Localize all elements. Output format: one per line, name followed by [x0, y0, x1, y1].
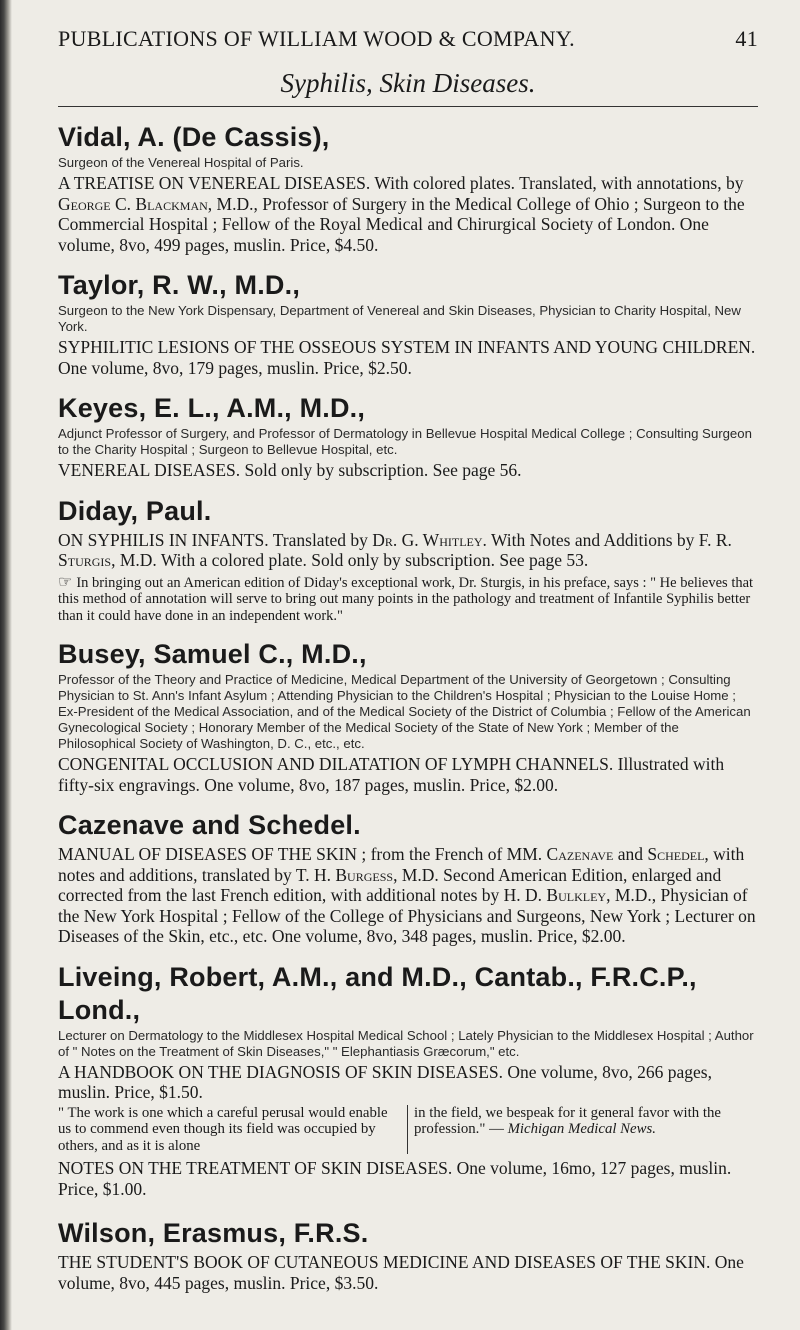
author-name: Cazenave and Schedel.: [58, 810, 361, 840]
author-name: Liveing, Robert, A.M., and M.D., Cantab., F.R.C.P., Lond.,: [58, 961, 697, 1025]
author-name: Busey, Samuel C., M.D.,: [58, 639, 367, 669]
entry-liveing: [58, 961, 758, 1200]
author-description: Professor of the Theory and Practice of Medicine, Medical Department of the University of Georgetown ; Consulting Physician to St. Ann's Infant Asylum ; Attending Physician to the Children's Hospital ; Physician to the Louise Home ; Ex-President of the Medical Association, and of the Medical Society of the District of Columbia ; Fellow of the American Gynecological Society ; Honorary Member of the Medical Society of the State of New York ; Member of the Philosophical Society of Washington, D. C., etc., etc.: [58, 672, 751, 751]
review-quote: [58, 1105, 758, 1155]
book-binding-edge: [0, 0, 12, 1330]
page-number: 41: [735, 26, 758, 51]
entry-cazenave-schedel: [58, 809, 758, 947]
author-name: Vidal, A. (De Cassis),: [58, 122, 330, 152]
pointing-hand-icon: ☞: [58, 573, 73, 591]
author-ref: Schedel: [647, 844, 705, 864]
review-text: in the field, we bespeak for it general favor with the profession." —: [414, 1104, 721, 1137]
author-description: Adjunct Professor of Surgery, and Professor of Dermatology in Bellevue Hospital Medical College ; Consulting Surgeon to the Charity Hospital ; Surgeon to Bellevue Hospital, etc.: [58, 426, 752, 457]
work-text: and: [613, 844, 648, 864]
entry-vidal: [58, 121, 758, 255]
work-title: [58, 173, 758, 255]
running-head: [58, 26, 758, 56]
work-title: [58, 844, 758, 947]
author-description: Surgeon of the Venereal Hospital of Paris.: [58, 155, 304, 170]
author-description: Lecturer on Dermatology to the Middlesex Hospital Medical School ; Lately Physician to the Middlesex Hospital ; Author of " Notes on the Treatment of Skin Diseases," " Elephantiasis Græcorum," etc.: [58, 1027, 754, 1059]
review-source: Michigan Medical News.: [507, 1121, 656, 1137]
author-description: Surgeon to the New York Dispensary, Department of Venereal and Skin Diseases, Physician to Charity Hospital, New York.: [58, 303, 741, 334]
running-title: PUBLICATIONS OF WILLIAM WOOD & COMPANY.: [58, 26, 575, 51]
author-name: Taylor, R. W., M.D.,: [58, 270, 301, 300]
work-text: , M.D., Physician of the New York Hospital ; Fellow of the College of Physicians and Surgeons, New York ; Lecturer on Diseases of the Skin, etc., etc. One volume, 8vo, 348 pages, muslin. Price, $2.00.: [58, 885, 756, 946]
review-right-column: [408, 1105, 758, 1155]
entry-keyes: [58, 392, 758, 481]
annotator-name: Bulkley: [546, 885, 607, 905]
work-title: SYPHILITIC LESIONS OF THE OSSEOUS SYSTEM IN INFANTS AND YOUNG CHILDREN. One volume, 8vo, 179 pages, muslin. Price, $2.50.: [58, 337, 756, 378]
work-title: A HANDBOOK ON THE DIAGNOSIS OF SKIN DISEASES. One volume, 8vo, 266 pages, muslin. Price, $1.50.: [58, 1061, 712, 1102]
publisher-note: [58, 575, 758, 625]
author-ref: Cazenave: [546, 844, 614, 864]
translator-name: Burgess: [335, 864, 394, 885]
work-title: THE STUDENT'S BOOK OF CUTANEOUS MEDICINE AND DISEASES OF THE SKIN. One volume, 8vo, 445 pages, muslin. Price, $3.50.: [58, 1252, 744, 1293]
work-text: . With Notes and Additions by F. R.: [482, 529, 732, 550]
translator-name: Dr. G. Whitley: [372, 529, 483, 550]
page: [58, 26, 758, 1295]
section-rule: [58, 106, 758, 107]
entry-taylor: [58, 269, 758, 378]
translator-name: George C. Blackman: [58, 193, 208, 214]
entry-diday: [58, 495, 758, 625]
work-text: , M.D. Second American Edition, enlarged and corrected from the last French edition, with additional notes by H. D.: [58, 864, 722, 905]
work-title: CONGENITAL OCCLUSION AND DILATATION OF LYMPH CHANNELS. Illustrated with fifty-six engravings. One volume, 8vo, 187 pages, muslin. Price, $2.00.: [58, 754, 725, 795]
work-text: , M.D., Professor of Surgery in the Medical College of Ohio ; Surgeon to the Commercial Hospital ; Fellow of the Royal Medical and Chirurgical Society of London. One volume, 8vo, 499 pages, muslin. Price, $4.50.: [58, 193, 745, 255]
author-name: Wilson, Erasmus, F.R.S.: [58, 1218, 369, 1248]
work-text: ON SYPHILIS IN INFANTS. Translated by: [58, 529, 373, 550]
annotator-name: Sturgis: [58, 550, 112, 570]
section-title: Syphilis, Skin Diseases.: [280, 68, 536, 98]
work-title: VENEREAL DISEASES. Sold only by subscription. See page 56.: [58, 460, 522, 480]
work-text: A TREATISE ON VENEREAL DISEASES. With colored plates. Translated, with annotations, by: [58, 173, 744, 193]
review-left-column: " The work is one which a careful perusal would enable us to commend even though its field was occupied by others, and as it is alone: [58, 1105, 408, 1155]
note-text: In bringing out an American edition of Diday's exceptional work, Dr. Sturgis, in his preface, says : " He believes that this method of annotation will serve to bring out many points in the pathology and treatment of Infantile Syphilis better than it could have done in an independent work.": [58, 574, 754, 624]
work-title: [58, 530, 758, 571]
work-title: NOTES ON THE TREATMENT OF SKIN DISEASES. One volume, 16mo, 127 pages, muslin. Price, $1.00.: [58, 1158, 732, 1199]
entry-wilson: [58, 1217, 758, 1293]
work-text: , with notes and additions, translated by T. H.: [58, 844, 745, 885]
author-name: Keyes, E. L., A.M., M.D.,: [58, 393, 366, 423]
work-text: MANUAL OF DISEASES OF THE SKIN ; from the French of MM.: [58, 844, 547, 864]
author-name: Diday, Paul.: [58, 495, 212, 526]
work-text: , M.D. With a colored plate. Sold only by subscription. See page 53.: [111, 550, 589, 570]
entry-busey: [58, 638, 758, 795]
